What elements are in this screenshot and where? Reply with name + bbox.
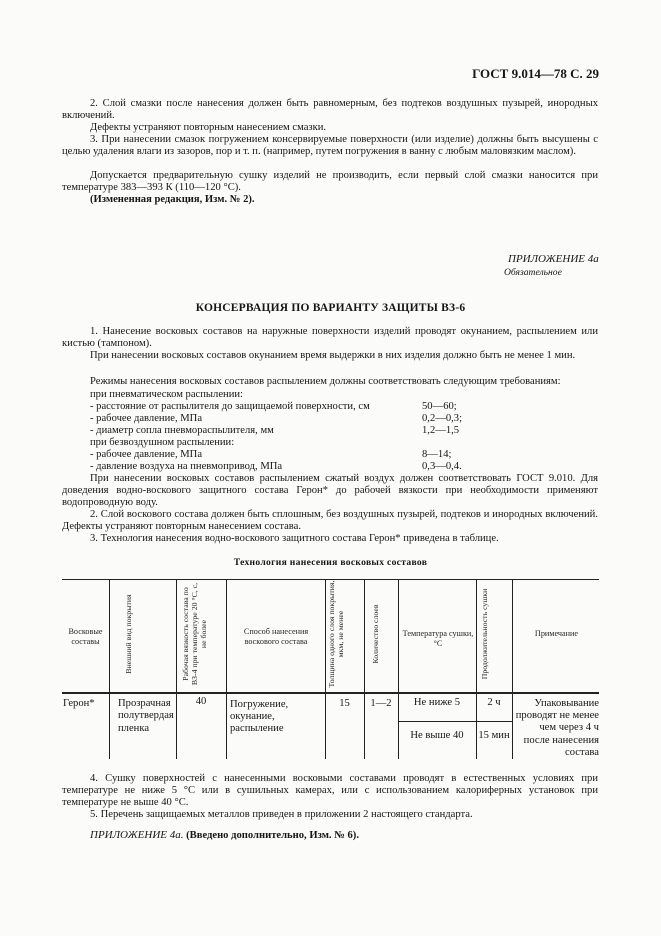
- airless-row: [90, 461, 590, 473]
- appendix-introduced-note: [62, 829, 598, 842]
- paragraph-defects: Дефекты устраняют повторным нанесением смазки.: [90, 122, 327, 133]
- mode-label: - диаметр сопла пневмораспылителя, мм: [90, 425, 274, 436]
- mode-value: 0,3—0,4.: [422, 461, 462, 472]
- cell-duration-hours: 2 ч: [487, 697, 501, 708]
- section-title: КОНСЕРВАЦИЯ ПО ВАРИАНТУ ЗАЩИТЫ ВЗ-6: [195, 302, 466, 314]
- table-col-border: [109, 579, 110, 759]
- cell-viscosity: 40: [195, 696, 207, 707]
- mode-value: 50—60;: [422, 401, 457, 412]
- cell-composition: Герон*: [63, 698, 95, 709]
- paragraph-drying-conditions: 4. Сушку поверхностей с нанесенными восковыми составами проводят в естественных условиях при температуре не ниже 5 °С или в сушильных камерах, или с использованием калориферных установок при температуре не выше 40 °С.: [62, 773, 598, 809]
- table-col-border: [364, 579, 365, 759]
- paragraph-smazka-layer: 2. Слой смазки после нанесения должен быть равномерным, без подтеков воздушных пузырей, инородных включений.: [62, 98, 598, 122]
- table-col-border: [226, 579, 227, 759]
- table-col-border: [512, 579, 513, 759]
- header-thickness: Толщина одного слоя покрытия, мкм, не менее: [327, 580, 345, 688]
- paragraph-predrying: Допускается предварительную сушку изделий не производить, если первый слой смазки наносится при температуре 383—393 К (110—120 °С).: [62, 170, 598, 194]
- cell-layers: 1—2: [370, 698, 392, 709]
- header-layers: Количество слоев: [371, 604, 380, 664]
- pneumatic-row: [90, 413, 590, 425]
- paragraph-technology: 3. Технология нанесения водно-воскового защитного состава Герон* приведена в таблице.: [90, 533, 499, 544]
- appendix-status: Обязательное: [504, 267, 562, 278]
- amendment-introduced: (Введено дополнительно, Изм. № 6).: [186, 830, 359, 841]
- header-note: Примечание: [534, 629, 579, 638]
- mode-value: 1,2—1,5: [422, 425, 460, 436]
- cell-appearance: Прозрачная полутвердая пленка: [118, 698, 174, 734]
- appendix-label: ПРИЛОЖЕНИЕ 4а: [508, 253, 599, 265]
- pneumatic-row: [90, 425, 590, 437]
- paragraph-wax-layer: 2. Слой воскового состава должен быть сплошным, без воздушных пузырей, подтеков и инородных включений. Дефекты устраняют повторным нанесением состава.: [62, 509, 598, 533]
- airless-row: [90, 449, 590, 461]
- mode-label: - рабочее давление, МПа: [90, 449, 203, 460]
- paragraph-drying: 3. При нанесении смазок погружением консервируемые поверхности (или изделие) должны быть высушены с целью удаления влаги из зазоров, пор и т. п. (например, путем погружения в ванну с любым маловязким маслом).: [62, 134, 598, 158]
- pneumatic-heading: при пневматическом распылении:: [90, 389, 243, 400]
- appendix-ref: ПРИЛОЖЕНИЕ 4а.: [90, 829, 184, 841]
- cell-thickness: 15: [339, 698, 350, 709]
- table-header-border: [62, 693, 599, 694]
- pneumatic-row: [90, 401, 590, 413]
- header-drying-duration: Продолжительность сушки: [480, 588, 489, 680]
- cell-duration-minutes: 15 мин: [478, 730, 510, 741]
- table-col-border: [325, 579, 326, 759]
- table-col-border: [176, 579, 177, 759]
- paragraph-modes: Режимы нанесения восковых составов распылением должны соответствовать следующим требованиям:: [90, 376, 561, 387]
- table-inner-border: [398, 721, 512, 722]
- paragraph-metals-list: 5. Перечень защищаемых металлов приведен в приложении 2 настоящего стандарта.: [90, 809, 473, 820]
- page-header: ГОСТ 9.014—78 С. 29: [472, 66, 599, 81]
- cell-temp-min: Не ниже 5: [413, 697, 461, 708]
- table-title: Технология нанесения восковых составов: [233, 557, 428, 568]
- mode-value: 0,2—0,3;: [422, 413, 463, 424]
- cell-method: Погружение, окунание, распыление: [230, 699, 289, 735]
- paragraph-compressed-air: При нанесении восковых составов распылением сжатый воздух должен соответствовать ГОСТ 9.010. Для доведения водно-воскового защитного состава Герон* до рабочей вязкости при необходимости применяют водопроводную воду.: [62, 473, 598, 509]
- mode-label: - давление воздуха на пневмопривод, МПа: [90, 461, 283, 472]
- cell-note: Упаковывание проводят не менее чем через 4 ч после нанесения состава: [515, 698, 599, 758]
- paragraph-application: 1. Нанесение восковых составов на наружные поверхности изделий проводят окунанием, распылением или кистью (тампоном).: [62, 326, 598, 350]
- header-appearance: Внешний вид покрытия: [124, 594, 133, 674]
- airless-heading: при безвоздушном распылении:: [90, 437, 235, 448]
- technology-table: [62, 579, 599, 759]
- mode-value: 8—14;: [422, 449, 452, 460]
- table-col-border: [398, 579, 399, 759]
- header-drying-temp: Температура сушки, °С: [402, 629, 474, 648]
- cell-temp-max: Не выше 40: [410, 730, 464, 741]
- header-viscosity: Рабочая вязкость состава по ВЗ-4 при температуре 20 °С, с, не более: [181, 582, 208, 686]
- paragraph-dipping: При нанесении восковых составов окунанием время выдержки в них изделия должно быть не менее 1 мин.: [90, 350, 576, 361]
- mode-label: - рабочее давление, МПа: [90, 413, 203, 424]
- amendment-note: (Измененная редакция, Изм. № 2).: [90, 194, 255, 205]
- header-wax-compositions: Восковые составы: [68, 627, 103, 646]
- header-method: Способ нанесения воскового состава: [243, 627, 309, 646]
- mode-label: - расстояние от распылителя до защищаемой поверхности, см: [90, 401, 370, 412]
